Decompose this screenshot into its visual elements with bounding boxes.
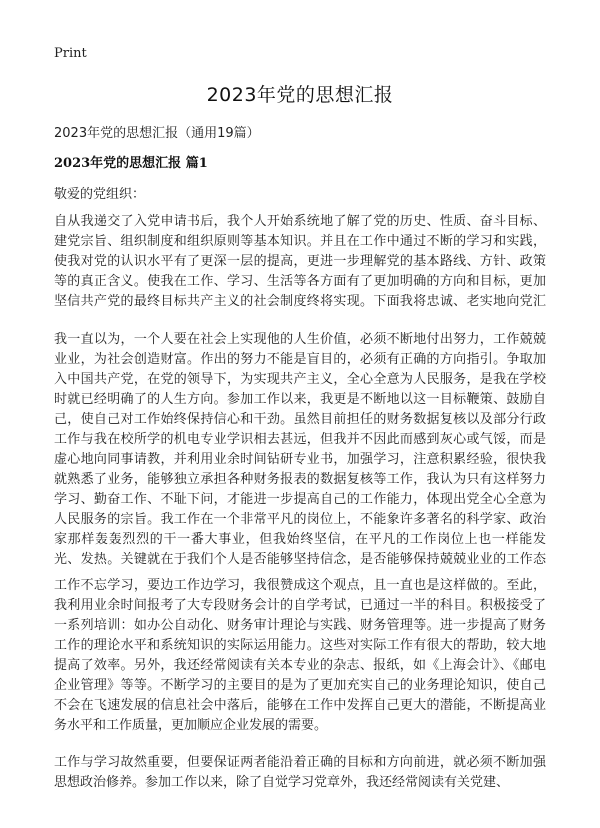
body-paragraph: 工作不忘学习，要边工作边学习，我很赞成这个观点，且一直也是这样做的。至此，我利用业余时间报考了大专段财务会计的自学考试，已通过一半的科目。积极接受了一系列培训：如办公自动化、财务审计理论与实践、财务管理等。进一步提高了财务工作的理论水平和系统知识的实际运用能力。这些对实际工作有很大的帮助，较大地提高了效率。另外，我还经常阅读有关本专业的杂志、报纸，如《上海会计》、《邮电企业管理》等等。不断学习的主要目的是为了更加充实自己的业务理论知识，使自己不会在飞速发展的信息社会中落后，能够在工作中发挥自己更大的潜能，不断提高业务水平和工作质量，更加顺应企业发展的需要。 [54, 578, 546, 733]
print-link[interactable]: Print [54, 46, 87, 61]
section-heading: 2023年党的思想汇报 篇1 [54, 156, 208, 171]
document-subtitle: 2023年党的思想汇报（通用19篇） [54, 126, 260, 141]
body-paragraph: 工作与学习故然重要，但要保证两者能沿着正确的目标和方向前进，就必须不断加强思想政治修养。参加工作以来，除了自觉学习党章外，我还经常阅读有关党建、 [54, 755, 546, 790]
page-title: 2023年党的思想汇报 [206, 84, 394, 106]
body-paragraph: 自从我递交了入党申请书后，我个人开始系统地了解了党的历史、性质、奋斗目标、建党宗旨、组织制度和组织原则等基本知识。并且在工作中通过不断的学习和实践，使我对党的认识水平有了更深一层的提高，更进一步理解党的基本路线、方针、政策等的真正含义。使我在工作、学习、生活等各方面有了更加明确的方向和目标，更加坚信共产党的最终目标共产主义的社会制度终将实现。下面我将忠诚、老实地向党汇 [54, 214, 546, 309]
greeting-line: 敬爱的党组织： [54, 187, 146, 202]
body-paragraph: 我一直以为，一个人要在社会上实现他的人生价值，必须不断地付出努力，工作兢兢业业，为社会创造财富。作出的努力不能是盲目的，必须有正确的方向指引。争取加入中国共产党，在党的领导下，为实现共产主义，全心全意为人民服务，是我在学校时就已经明确了的人生方向。参加工作以来，我更是不断地以这一目标鞭策、鼓励自己，使自己对工作始终保持信心和干劲。虽然目前担任的财务数据复核以及部分行政工作与我在校所学的机电专业学识相去甚远，但我并不因此而感到灰心或气馁，而是虚心地向同事请教，并利用业余时间钻研专业书，加强学习，注意积累经验，很快我就熟悉了业务，能够独立承担各种财务报表的数据复核等工作，我认为只有这样努力学习、勤奋工作、不耻下问，才能进一步提高自己的工作能力，体现出党全心全意为人民服务的宗旨。我工作在一个非常平凡的岗位上，不能象许多著名的科学家、政治家那样轰轰烈烈的干一番大事业，但我始终坚信，在平凡的工作岗位上也一样能发光、发热。关键就在于我们个人是否能够坚持信念，是否能够保持兢兢业业的工作态 [54, 332, 546, 567]
